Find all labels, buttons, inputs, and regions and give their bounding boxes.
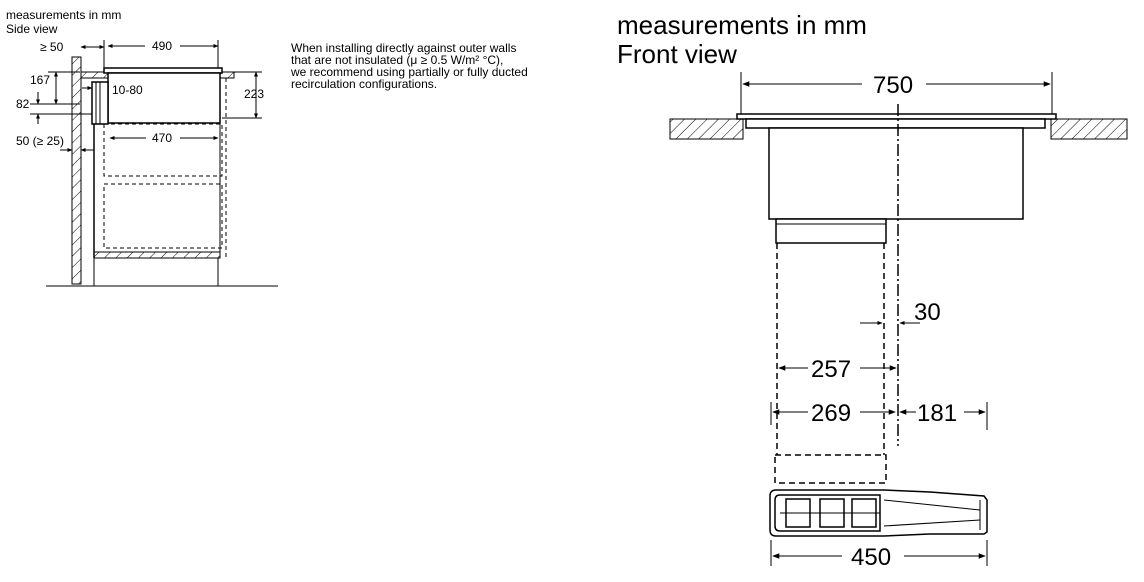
note-line-3: we recommend using partially or fully ducted [291, 65, 528, 79]
dim-30: 30 [914, 299, 941, 326]
dim-wall-gap: ≥ 50 [40, 40, 64, 54]
dim-223: 223 [244, 87, 265, 101]
dim-269: 269 [811, 400, 852, 427]
dim-490: 490 [152, 39, 173, 53]
dim-82: 82 [16, 97, 30, 111]
note-line-2: that are not insulated (μ ≥ 0.5 W/m² °C), [291, 53, 504, 67]
front-view-title: measurements in mm [617, 10, 867, 40]
dim-257: 257 [811, 356, 852, 383]
front-view-subtitle: Front view [617, 39, 737, 69]
side-view-title: measurements in mm [6, 8, 122, 22]
hob-body [769, 128, 1023, 219]
note-line-1: When installing directly against outer walls [291, 41, 517, 55]
cabinet-base [94, 252, 220, 258]
dim-450: 450 [851, 544, 892, 571]
dim-470: 470 [152, 131, 173, 145]
dim-750: 750 [873, 72, 914, 99]
wall [72, 57, 81, 284]
duct-connector [775, 455, 886, 483]
side-view [6, 8, 528, 286]
dim-167: 167 [30, 73, 51, 87]
front-view [617, 10, 1127, 571]
worktop-right [1051, 119, 1127, 139]
hob-frame [746, 119, 1045, 128]
dim-back-gap: 50 (≥ 25) [16, 134, 64, 148]
hob-outlet [776, 219, 886, 243]
note-line-4: recirculation configurations. [291, 77, 438, 91]
recirculation-unit [770, 490, 987, 536]
hob-body [108, 73, 220, 123]
drawer-lower [104, 184, 222, 248]
dim-10-80: 10-80 [112, 83, 143, 97]
dim-181: 181 [917, 400, 958, 427]
side-view-subtitle: Side view [6, 22, 58, 36]
worktop-left [670, 119, 743, 139]
